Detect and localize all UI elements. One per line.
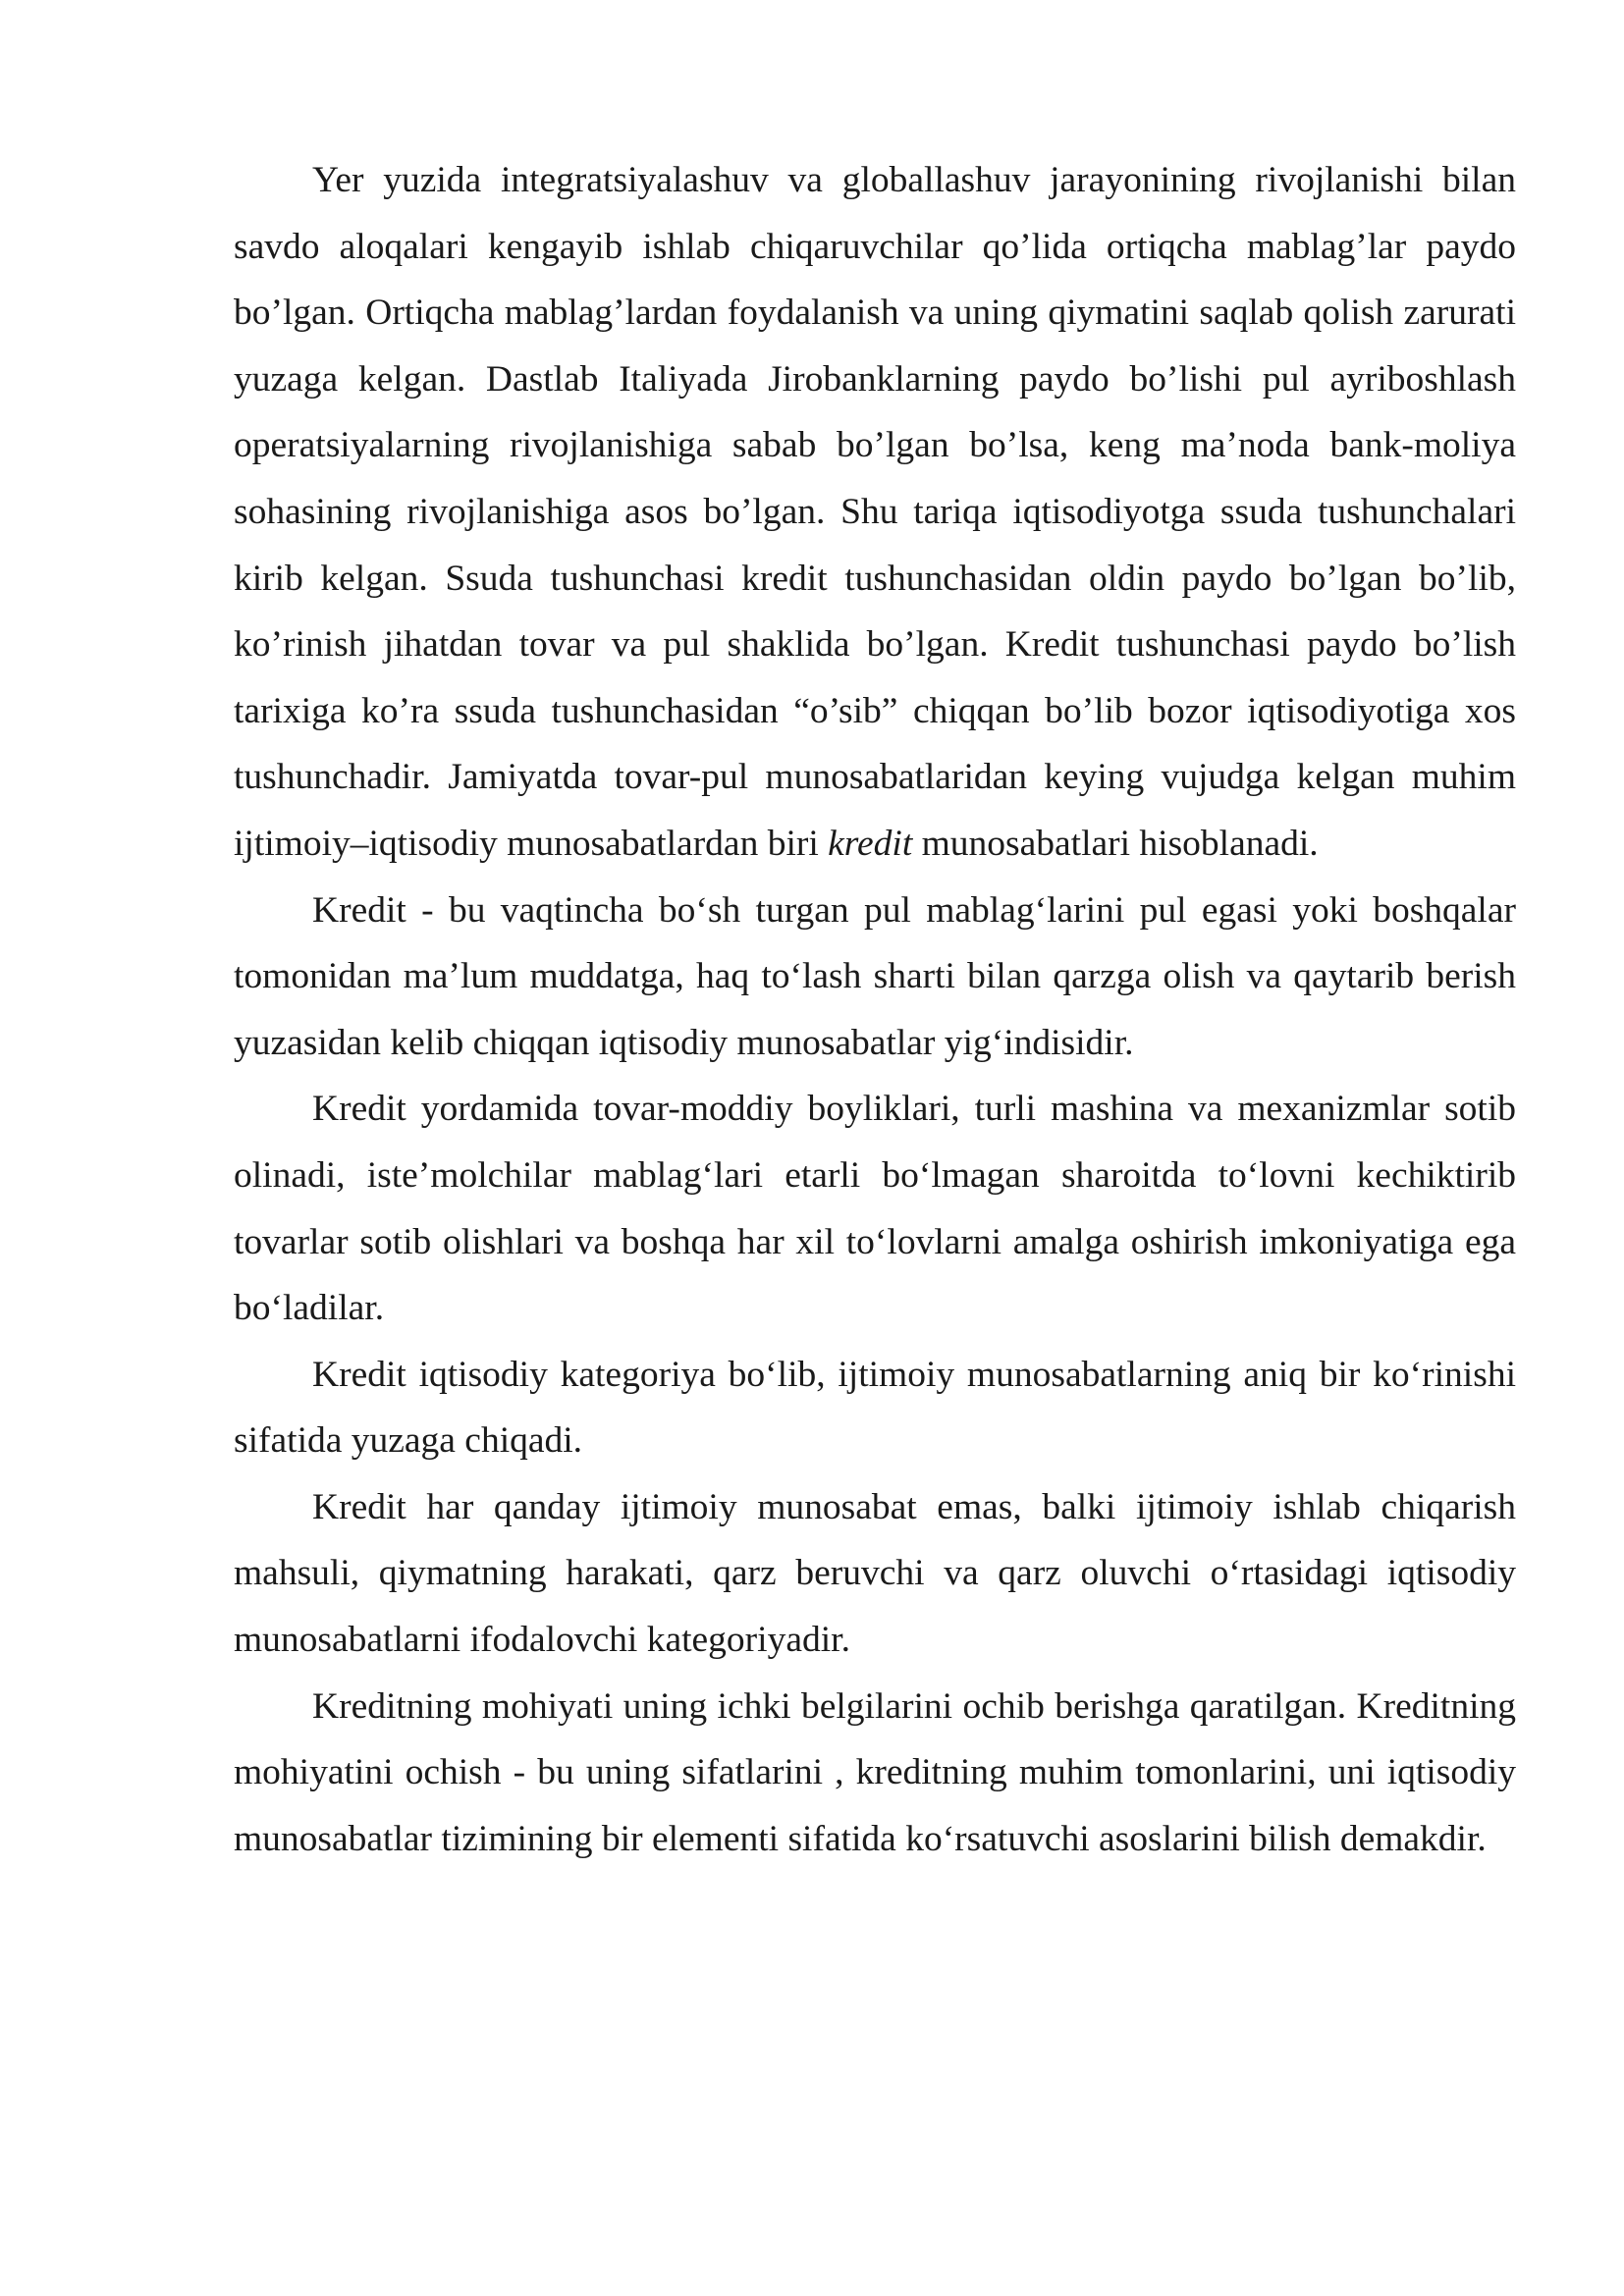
paragraph-credit-category: Kredit iqtisodiy kategoriya bo‘lib, ijtimoiy munosabatlarning aniq bir ko‘rinishi sifatida yuzaga chiqadi. [234,1354,1516,1462]
paragraph-credit-definition: Kredit - bu vaqtincha bo‘sh turgan pul mablag‘larini pul egasi yoki boshqalar tomonidan ma’lum muddatga, haq to‘lash sharti bilan qarzga olish va qaytarib berish yuzasidan kelib chiqqan iqtisodiy munosabatlar yig‘indisidir. [234,889,1516,1063]
paragraph-credit-usage: Kredit yordamida tovar-moddiy boyliklari, turli mashina va mexanizmlar sotib olinadi, iste’molchilar mablag‘lari etarli bo‘lmagan sharoitda to‘lovni kechiktirib tovarlar sotib olishlari va boshqa har xil to‘lovlarni amalga oshirish imkoniyatiga ega bo‘ladilar. [234,1089,1516,1329]
paragraph-credit-essence: Kreditning mohiyati uning ichki belgilarini ochib berishga qaratilgan. Kreditning mohiyatini ochish - bu uning sifatlarini , kreditning muhim tomonlarini, uni iqtisodiy munosabatlar tizimining bir elementi sifatida ko‘rsatuvchi asoslarini bilish demakdir. [234,1685,1516,1859]
paragraph-integration-history [234,147,1516,878]
emphasized-term: kredit [828,823,913,864]
paragraph-text: Yer yuzida integratsiyalashuv va globallashuv jarayonining rivojlanishi bilan savdo aloqalari kengayib ishlab chiqaruvchilar qo’lida ortiqcha mablag’lar paydo bo’lgan. Ortiqcha mablag’lardan foydalanish va uning qiymatini saqlab qolish zarurati yuzaga kelgan. Dastlab Italiyada Jirobanklarning paydo bo’lishi pul ayriboshlash operatsiyalarning rivojlanishiga sabab bo’lgan bo’lsa, keng ma’noda bank-moliya sohasining rivojlanishiga asos bo’lgan. Shu tariqa iqtisodiyotga ssuda tushunchalari kirib kelgan. Ssuda tushunchasi kredit tushunchasidan oldin paydo bo’lgan bo’lib, ko’rinish jihatdan tovar va pul shaklida bo’lgan. Kredit tushunchasi paydo bo’lish tarixiga ko’ra ssuda tushunchasidan “o’sib” chiqqan bo’lib bozor iqtisodiyotiga xos tushunchadir. Jamiyatda tovar-pul munosabatlaridan keying vujudga kelgan muhim ijtimoiy–iqtisodiy munosabatlardan biri [234,160,1516,864]
paragraph-text: munosabatlari hisoblanadi. [912,823,1319,864]
paragraph-credit-relations: Kredit har qanday ijtimoiy munosabat emas, balki ijtimoiy ishlab chiqarish mahsuli, qiymatning harakati, qarz beruvchi va qarz oluvchi o‘rtasidagi iqtisodiy munosabatlarni ifodalovchi kategoriyadir. [234,1486,1516,1661]
document-body [234,147,1516,1872]
